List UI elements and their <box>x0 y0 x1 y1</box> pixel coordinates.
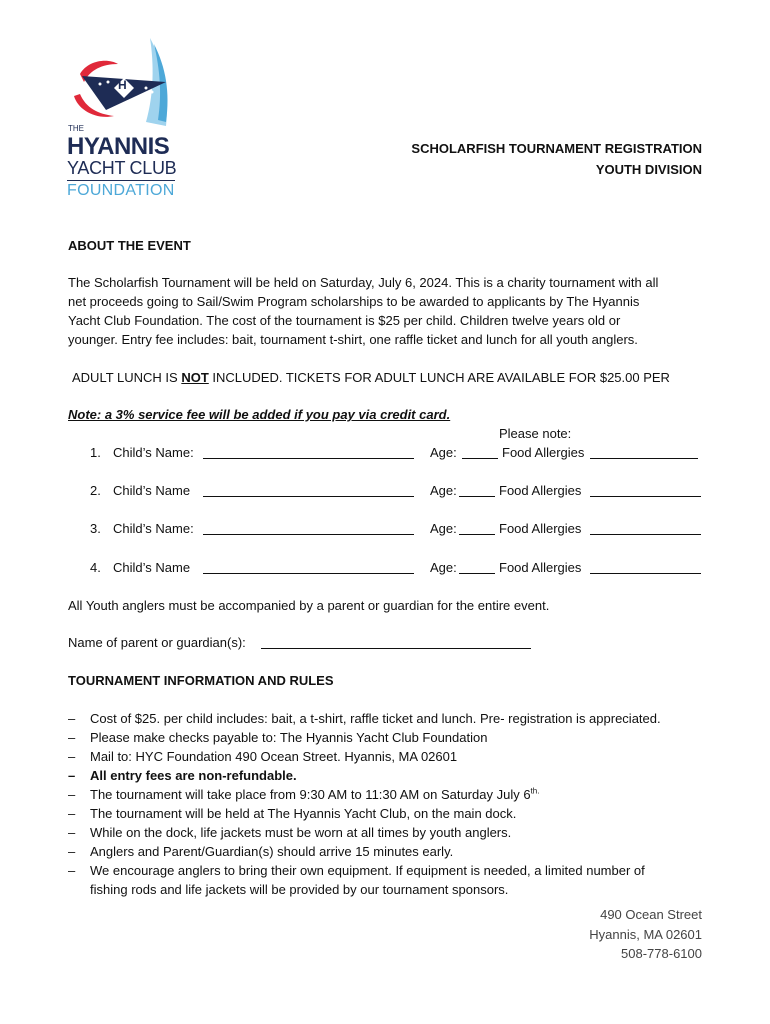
rule-item: The tournament will be held at The Hyannis Yacht Club, on the main dock. <box>90 806 517 821</box>
accompany-notice: All Youth anglers must be accompanied by a parent or guardian for the entire event. <box>68 598 550 613</box>
foundation-logo <box>62 30 192 205</box>
child-name-label: Child’s Name <box>113 483 191 498</box>
food-allergies-field[interactable] <box>590 483 701 497</box>
child-name-label: Child’s Name <box>113 560 191 575</box>
list-bullet: – <box>68 806 76 821</box>
rule-item: Mail to: HYC Foundation 490 Ocean Street. Hyannis, MA 02601 <box>90 749 458 764</box>
about-line: net proceeds going to Sail/Swim Program scholarships to be awarded to applicants by The Hyannis <box>68 294 640 309</box>
child-age-label: Age: <box>430 483 457 498</box>
logo-the: THE <box>68 124 84 133</box>
child-age-field[interactable] <box>462 445 498 459</box>
food-allergies-label: Food Allergies <box>499 483 582 498</box>
child-name-field[interactable] <box>203 521 414 535</box>
logo-foundation: FOUNDATION <box>67 182 175 199</box>
list-bullet: – <box>68 825 76 840</box>
food-allergies-label: Food Allergies <box>499 560 582 575</box>
date-superscript: th. <box>530 786 540 796</box>
child-row-number: 4. <box>90 560 101 575</box>
guardian-label: Name of parent or guardian(s): <box>68 635 246 650</box>
adult-lunch-post: INCLUDED. TICKETS FOR ADULT LUNCH ARE AVAILABLE FOR $25.00 PER <box>208 370 670 385</box>
logo-divider <box>67 180 175 181</box>
rule-item: While on the dock, life jackets must be worn at all times by youth anglers. <box>90 825 512 840</box>
list-bullet: – <box>68 863 76 878</box>
child-name-label: Child’s Name: <box>113 521 194 536</box>
footer-phone: 508-778-6100 <box>621 946 702 961</box>
rule-item: Cost of $25. per child includes: bait, a t-shirt, raffle ticket and lunch. Pre- registration is appreciated. <box>90 711 661 726</box>
child-name-field[interactable] <box>203 445 414 459</box>
about-line: Yacht Club Foundation. The cost of the tournament is $25 per child. Children twelve years old or <box>68 313 621 328</box>
adult-lunch-pre: ADULT LUNCH IS <box>72 370 182 385</box>
about-line: The Scholarfish Tournament will be held on Saturday, July 6, 2024. This is a charity tournament with all <box>68 275 659 290</box>
list-bullet: – <box>68 711 76 726</box>
child-age-label: Age: <box>430 521 457 536</box>
child-name-field[interactable] <box>203 560 414 574</box>
child-age-field[interactable] <box>459 483 495 497</box>
list-bullet: – <box>68 730 76 745</box>
child-name-label: Child’s Name: <box>113 445 194 460</box>
service-fee-note-text: Note: a 3% service fee will be added if you pay via credit card. <box>68 407 451 422</box>
child-age-field[interactable] <box>459 560 495 574</box>
rule-item: Anglers and Parent/Guardian(s) should arrive 15 minutes early. <box>90 844 454 859</box>
rule-item: We encourage anglers to bring their own equipment. If equipment is needed, a limited number of <box>90 863 645 878</box>
food-allergies-field[interactable] <box>590 560 701 574</box>
rule-item <box>90 785 539 804</box>
child-row-number: 1. <box>90 445 101 460</box>
child-row-number: 2. <box>90 483 101 498</box>
logo-yacht-club: YACHT CLUB <box>67 158 177 178</box>
rule-item: Please make checks payable to: The Hyannis Yacht Club Foundation <box>90 730 488 745</box>
adult-lunch-not: NOT <box>181 370 209 385</box>
adult-lunch-notice <box>72 368 670 387</box>
service-fee-note <box>68 405 472 424</box>
logo-hyannis: HYANNIS <box>67 133 170 160</box>
child-age-label: Age: <box>430 560 457 575</box>
food-allergies-field[interactable] <box>590 521 701 535</box>
rule-item-continued: fishing rods and life jackets will be provided by our tournament sponsors. <box>90 882 509 897</box>
list-bullet: – <box>68 844 76 859</box>
child-name-field[interactable] <box>203 483 414 497</box>
list-bullet: – <box>68 787 76 802</box>
food-allergies-field[interactable] <box>590 445 698 459</box>
about-paragraph <box>68 273 708 349</box>
child-age-field[interactable] <box>459 521 495 535</box>
about-heading: ABOUT THE EVENT <box>68 238 191 253</box>
guardian-name-field[interactable] <box>261 635 531 649</box>
flag-letter: H <box>118 78 127 92</box>
rules-heading: TOURNAMENT INFORMATION AND RULES <box>68 673 334 688</box>
please-note: Please note: <box>499 426 572 441</box>
food-allergies-label: Food Allergies <box>502 445 585 460</box>
list-bullet: – <box>68 768 76 783</box>
rule-item-text: The tournament will take place from 9:30 AM to 11:30 AM on Saturday July 6 <box>90 787 531 802</box>
child-age-label: Age: <box>430 445 457 460</box>
doc-title: SCHOLARFISH TOURNAMENT REGISTRATION <box>411 141 702 156</box>
food-allergies-label: Food Allergies <box>499 521 582 536</box>
footer-street: 490 Ocean Street <box>600 907 702 922</box>
rule-item: All entry fees are non-refundable. <box>90 768 297 783</box>
about-line: younger. Entry fee includes: bait, tournament t-shirt, one raffle ticket and lunch for all youth anglers. <box>68 332 638 347</box>
footer-city: Hyannis, MA 02601 <box>589 927 702 942</box>
list-bullet: – <box>68 749 76 764</box>
doc-subtitle: YOUTH DIVISION <box>595 162 702 177</box>
child-row-number: 3. <box>90 521 101 536</box>
